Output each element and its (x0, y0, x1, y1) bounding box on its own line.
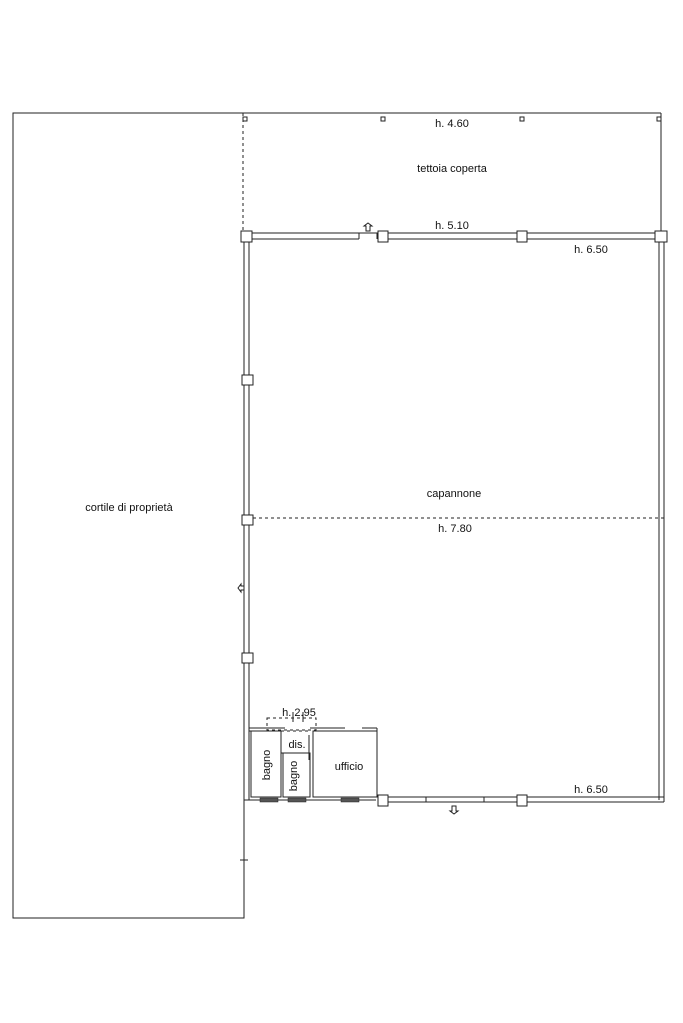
height-canopy-front: h. 5.10 (435, 220, 469, 232)
courtyard-label: cortile di proprietà (85, 502, 173, 514)
height-warehouse-top-right: h. 6.50 (574, 244, 608, 256)
canopy-post (243, 117, 247, 121)
column (517, 231, 527, 242)
height-canopy-top: h. 4.60 (435, 118, 469, 130)
entrance-arrow-north (364, 223, 372, 231)
entrance-arrow-south (450, 806, 458, 814)
canopy-post (520, 117, 524, 121)
column (242, 653, 253, 663)
canopy-post (381, 117, 385, 121)
column (517, 795, 527, 806)
height-warehouse-bottom-right: h. 6.50 (574, 784, 608, 796)
entrance-arrow-west (238, 584, 244, 592)
office-label: ufficio (334, 761, 364, 773)
canopy-post (657, 117, 661, 121)
corridor-label: dis. (288, 739, 306, 751)
bathroom-label: bagno (261, 749, 273, 781)
bathroom-label: bagno (288, 760, 300, 792)
canopy-label: tettoia coperta (417, 163, 487, 175)
warehouse-label: capannone (426, 488, 482, 500)
column (378, 795, 388, 806)
height-warehouse-mid: h. 7.80 (438, 523, 472, 535)
column (241, 231, 252, 242)
column (655, 231, 667, 242)
courtyard-area (13, 113, 248, 918)
height-services: h. 2.95 (282, 707, 316, 719)
column (242, 515, 253, 525)
column (378, 231, 388, 242)
column (242, 375, 253, 385)
